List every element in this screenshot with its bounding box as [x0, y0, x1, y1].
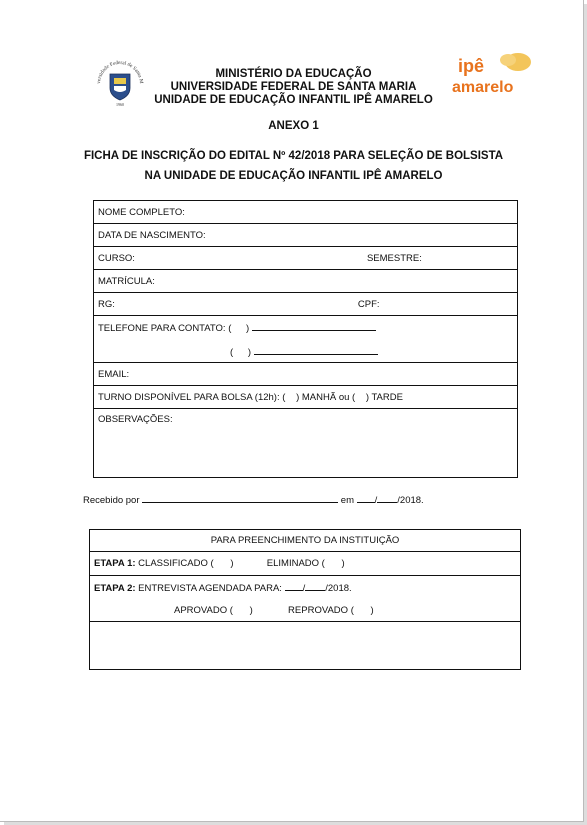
observations-field[interactable] [94, 409, 518, 478]
received-by-label: Recebido por [83, 495, 140, 506]
step2-year: /2018. [325, 582, 352, 594]
step1-eliminated-label: ELIMINADO ( [266, 558, 325, 569]
rg-label[interactable]: RG: [98, 298, 115, 310]
semester-label[interactable]: SEMESTRE: [366, 252, 422, 264]
phone-field[interactable] [94, 316, 518, 363]
svg-text:Universidade Federal de Santa: versidade Federal de Santa M [95, 59, 145, 85]
unit-name: UNIDADE DE EDUCAÇÃO INFANTIL IPÊ AMARELO [154, 94, 433, 106]
full-name-field[interactable] [94, 201, 518, 224]
course-semester-row [94, 247, 518, 270]
ministry-name: MINISTÉRIO DA EDUCAÇÃO [215, 68, 372, 80]
step1-row [90, 552, 521, 576]
shift-afternoon-label: ) TARDE [365, 391, 403, 403]
phone-line-2[interactable] [254, 345, 378, 355]
step2-month-line[interactable] [305, 581, 325, 591]
rejected-close: ) [370, 604, 374, 616]
institution-header [90, 530, 521, 552]
shift-morning-label: ) MANHÃ ou ( [296, 391, 356, 403]
step2-day-line[interactable] [285, 581, 303, 591]
phone-paren-close: ) [246, 323, 250, 334]
phone-label: TELEFONE PARA CONTATO: ( [98, 323, 232, 334]
svg-text:amarelo: amarelo [452, 79, 514, 96]
svg-text:1960: 1960 [116, 102, 124, 107]
step1-eliminated-close: ) [341, 558, 345, 569]
step2-row [90, 576, 521, 622]
rg-cpf-row [94, 293, 518, 316]
ipe-amarelo-logo [450, 50, 538, 98]
received-month-line[interactable] [377, 493, 397, 503]
received-by-line [83, 493, 424, 506]
full-name-label: NOME COMPLETO: [98, 206, 185, 218]
step1-classified-close: ) [230, 558, 234, 569]
step2-label: ETAPA 2: [94, 582, 136, 594]
registration-form-table [93, 200, 518, 478]
approved-label: APROVADO ( [174, 604, 233, 616]
received-year: /2018. [397, 495, 424, 506]
annex-title: ANEXO 1 [268, 120, 319, 132]
received-on-label: em [340, 495, 354, 506]
institution-header-label: PARA PREENCHIMENTO DA INSTITUIÇÃO [210, 535, 400, 546]
phone2-paren-open: ( [230, 347, 234, 358]
phone-line-1[interactable] [252, 321, 376, 331]
step2-date-slash: / [302, 582, 306, 594]
institution-notes-field[interactable] [90, 622, 521, 670]
email-label: EMAIL: [98, 368, 130, 380]
form-title-line1: FICHA DE INSCRIÇÃO DO EDITAL Nº 42/2018 PARA SELEÇÃO DE BOLSISTA [83, 150, 504, 162]
received-by-signature-line[interactable] [142, 493, 338, 503]
approved-close: ) [249, 604, 253, 616]
received-date-slash: / [374, 495, 378, 506]
registration-field[interactable] [94, 270, 518, 293]
observations-label: OBSERVAÇÕES: [98, 414, 173, 425]
birth-date-label: DATA DE NASCIMENTO: [98, 229, 206, 241]
shift-field [94, 386, 518, 409]
step2-text: ENTREVISTA AGENDADA PARA: [138, 582, 282, 594]
svg-text:ipê: ipê [458, 56, 485, 76]
registration-label: MATRÍCULA: [98, 275, 155, 287]
phone2-paren-close: ) [247, 347, 251, 358]
cpf-label[interactable]: CPF: [357, 298, 380, 310]
form-title-line2: NA UNIDADE DE EDUCAÇÃO INFANTIL IPÊ AMARELO [144, 170, 443, 182]
step1-label: ETAPA 1: [94, 558, 136, 569]
shift-label: TURNO DISPONÍVEL PARA BOLSA (12h): ( [98, 391, 286, 403]
birth-date-field[interactable] [94, 224, 518, 247]
email-field[interactable] [94, 363, 518, 386]
received-day-line[interactable] [357, 493, 375, 503]
step1-classified-label: CLASSIFICADO ( [138, 558, 214, 569]
institution-table [89, 529, 521, 670]
course-label[interactable]: CURSO: [98, 252, 135, 264]
university-name: UNIVERSIDADE FEDERAL DE SANTA MARIA [170, 81, 417, 93]
rejected-label: REPROVADO ( [288, 604, 354, 616]
